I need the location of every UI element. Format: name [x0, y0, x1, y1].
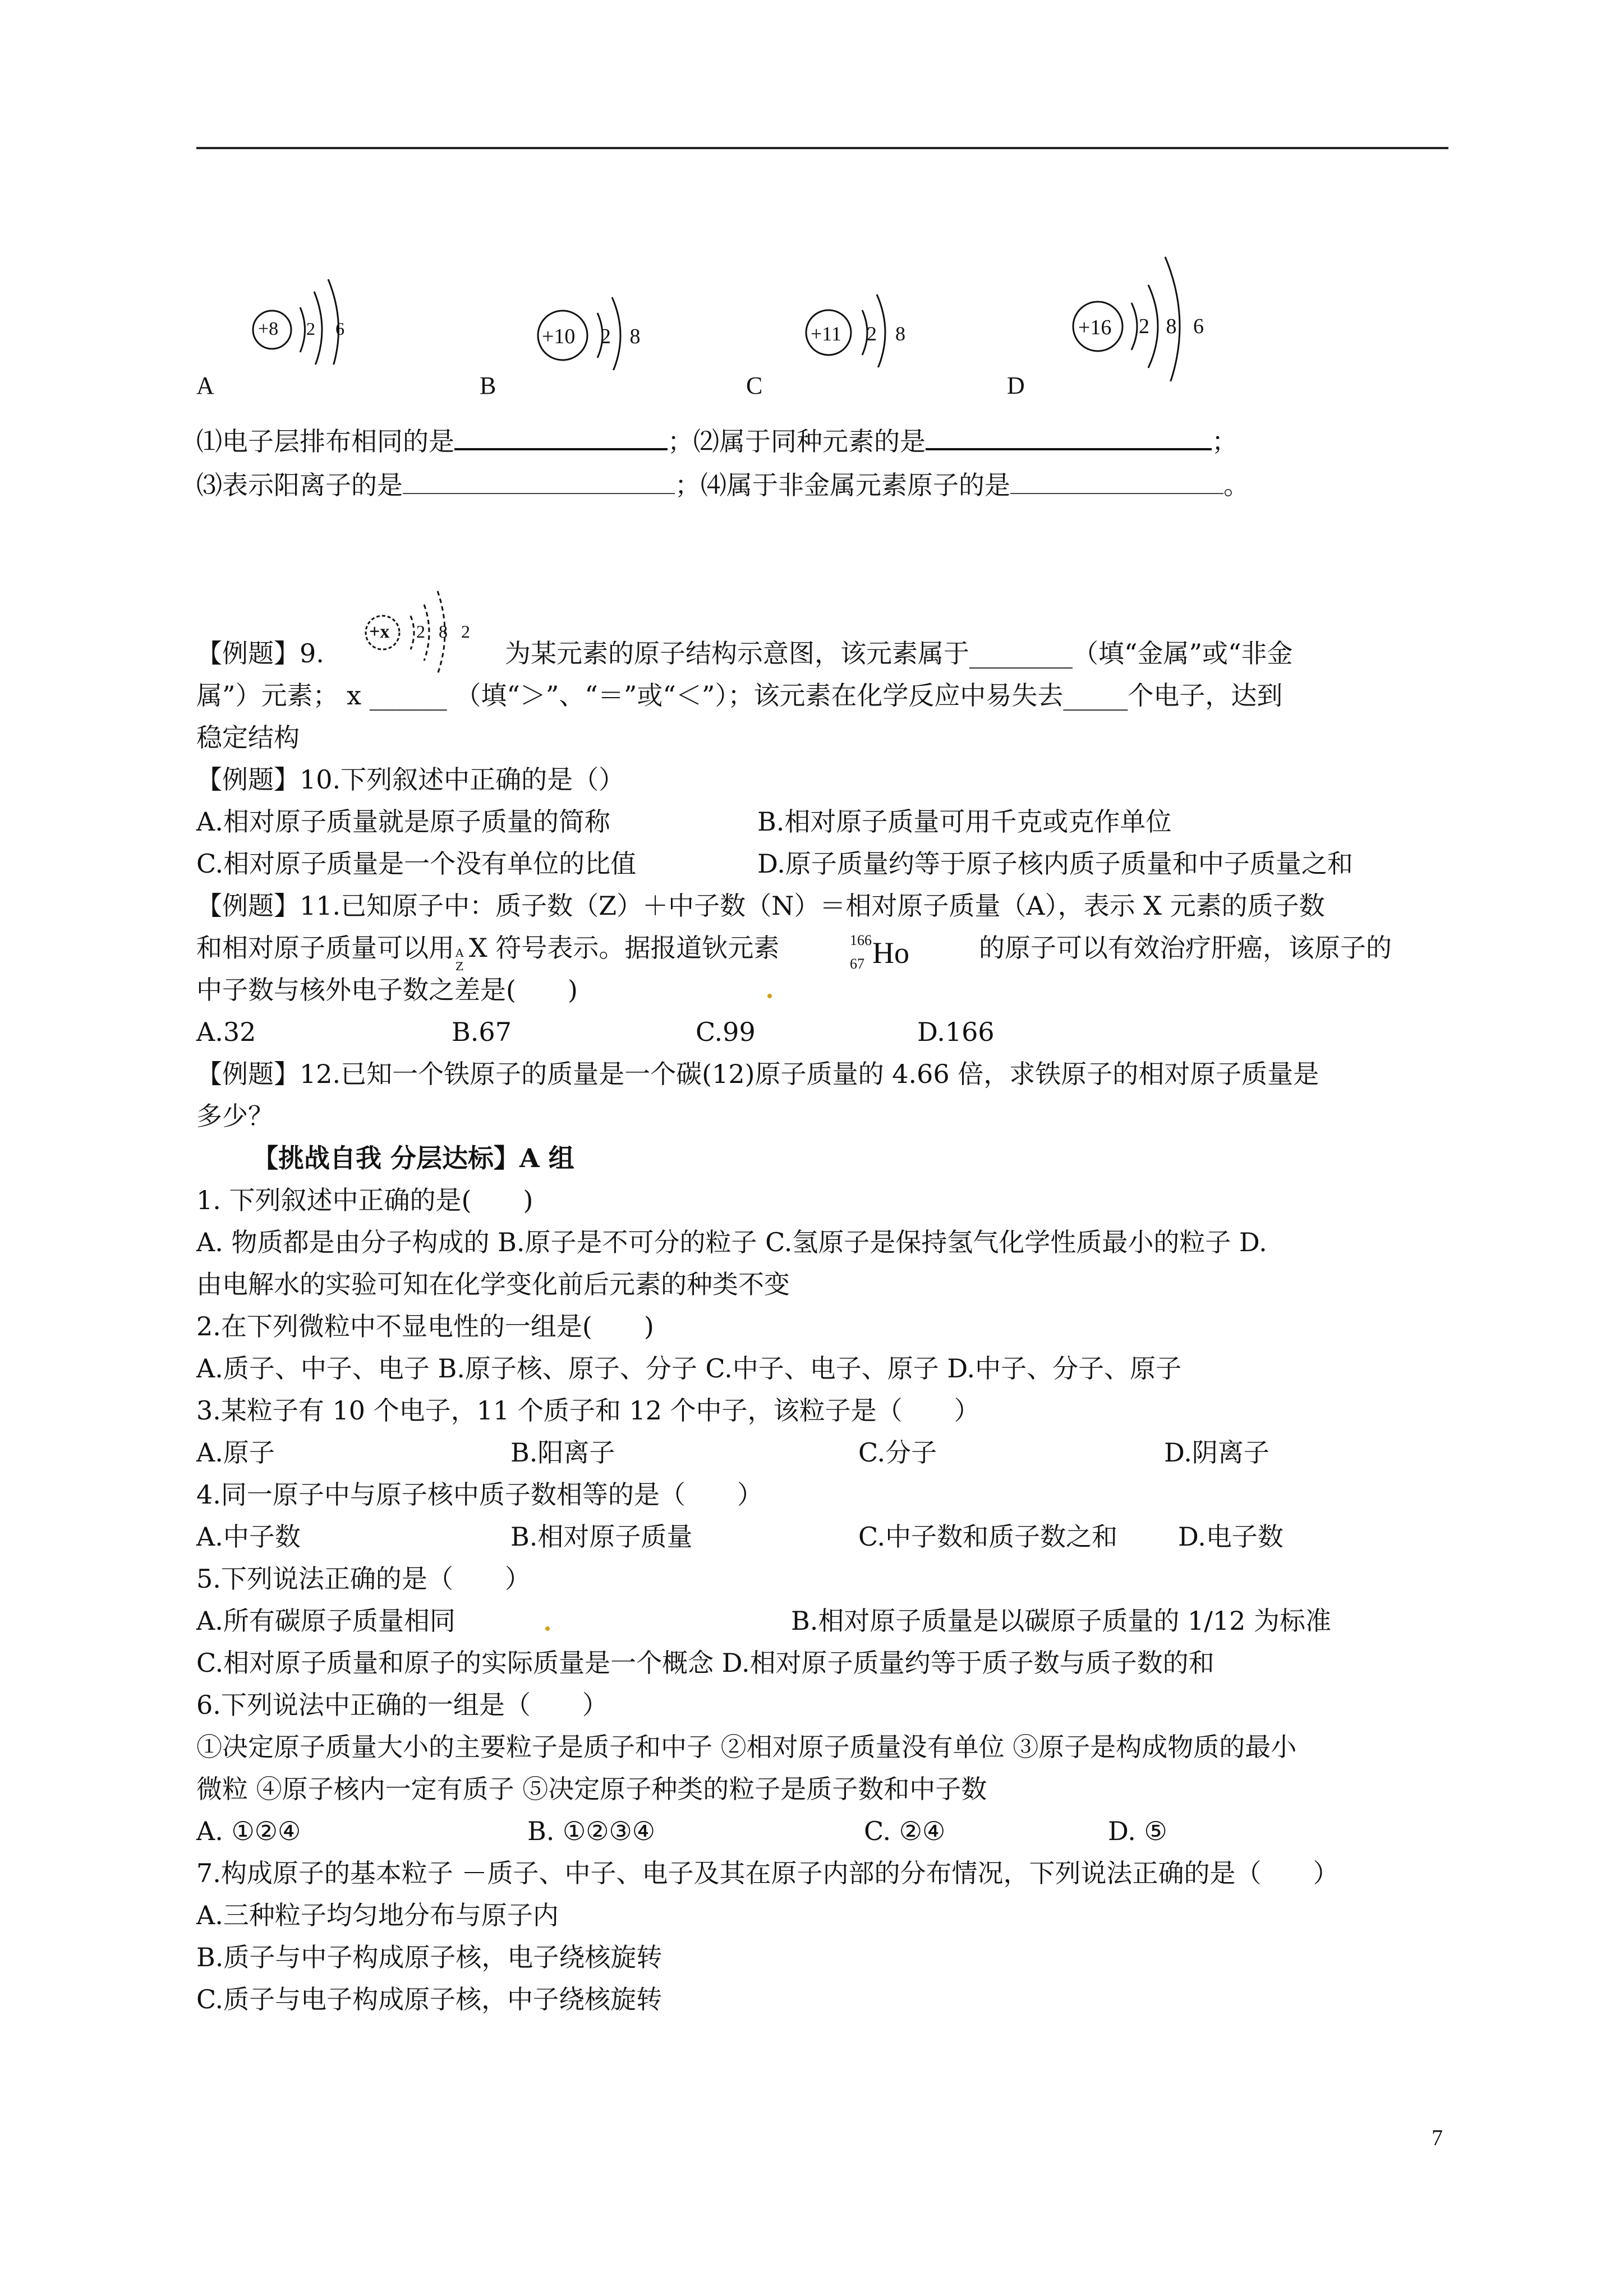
- fill-line-1: [196, 423, 1237, 458]
- q1-options-cont: 由电解水的实验可知在化学变化前后元素的种类不变: [196, 1269, 790, 1299]
- q6-option-c: C. ②④: [864, 1816, 946, 1846]
- q5-option-cd: C.相对原子质量和原子的实际质量是一个概念 D.相对原子质量约等于质子数与质子数的和: [196, 1648, 1214, 1678]
- ex10-option-c: C.相对原子质量是一个没有单位的比值: [196, 849, 637, 879]
- q4-stem: 4.同一原子中与原子核中质子数相等的是（ ）: [196, 1479, 763, 1510]
- atom-a-nucleus: +8: [258, 319, 279, 339]
- ex11-option-a: A.32: [196, 1017, 256, 1047]
- ex10-option-b: B.相对原子质量可用千克或克作单位: [757, 806, 1172, 837]
- atom-b-shells: 2 8: [600, 325, 647, 348]
- atom-d-shells: 2 8 6: [1139, 315, 1209, 338]
- q7-option-b: B.质子与中子构成原子核，电子绕核旋转: [196, 1942, 663, 1972]
- ex11-option-d: D.166: [917, 1017, 995, 1047]
- q3-option-a: A.原子: [196, 1437, 275, 1468]
- q7-option-c: C.质子与电子构成原子核，中子绕核旋转: [196, 1984, 663, 2014]
- ex9-shells: 2 8 2: [416, 621, 475, 642]
- q3-option-c: C.分子: [858, 1437, 937, 1468]
- q6-option-d: D. ⑤: [1108, 1816, 1167, 1846]
- q6-option-a: A. ①②④: [196, 1816, 301, 1846]
- ex11-line-2a: [196, 931, 780, 973]
- q5-option-b: B.相对原子质量是以碳原子质量的 1/12 为标准: [791, 1606, 1331, 1636]
- az-number: Z: [456, 960, 463, 973]
- q4-option-a: A.中子数: [196, 1522, 301, 1552]
- ex9-prefix: 【例题】9.: [196, 638, 324, 668]
- fill-blank-4[interactable]: [1010, 468, 1223, 494]
- ex11-line-2c: 的原子可以有效治疗肝癌，该原子的: [979, 933, 1392, 963]
- q1-options: A. 物质都是由分子构成的 B.原子是不可分的粒子 C.氢原子是保持氢气化学性质最小的粒子 D.: [196, 1227, 1267, 1257]
- ex11-text-2a: 和相对原子质量可以用: [196, 933, 454, 963]
- fill-q4-end: 。: [1223, 470, 1249, 500]
- ex9-nucleus: +x: [369, 621, 390, 642]
- fill-blank-1[interactable]: [454, 423, 668, 450]
- fill-blank-2[interactable]: [926, 423, 1212, 450]
- ho-number: 67: [850, 956, 864, 972]
- atom-diagram-a: [247, 264, 359, 365]
- az-mass: A: [456, 946, 464, 960]
- q4-option-c: C.中子数和质子数之和: [858, 1522, 1118, 1552]
- ex11-option-b: B.67: [452, 1017, 512, 1047]
- q4-option-b: B.相对原子质量: [510, 1522, 693, 1552]
- atom-b-label: B: [480, 372, 496, 399]
- q7-option-a: A.三种粒子均匀地分布与原子内: [196, 1900, 559, 1930]
- section-title: 【挑战自我 分层达标】A 组: [252, 1143, 574, 1173]
- atom-d-nucleus: +16: [1078, 316, 1112, 339]
- q5-option-a: A.所有碳原子质量相同: [196, 1606, 456, 1636]
- fill-blank-3[interactable]: [403, 468, 675, 494]
- fill-q1: ⑴电子层排布相同的是: [196, 426, 454, 457]
- atom-c-label: C: [746, 372, 763, 399]
- fill-q3: ⑶表示阳离子的是: [196, 470, 403, 500]
- q2-stem: 2.在下列微粒中不显电性的一组是( ): [196, 1311, 654, 1341]
- q3-option-d: D.阴离子: [1164, 1437, 1269, 1468]
- page-number: 7: [1432, 2125, 1443, 2150]
- atom-c-nucleus: +11: [811, 322, 841, 345]
- ex9-line-3: 稳定结构: [196, 722, 300, 753]
- fill-q2-end: ；: [1212, 426, 1237, 457]
- az-notation: [454, 937, 469, 973]
- ex11-line-3: 中子数与核外电子数之差是( ): [196, 975, 578, 1005]
- fill-q4: ；⑷属于非金属元素原子的是: [675, 470, 1010, 500]
- yellow-dot: [545, 1626, 550, 1631]
- ho-symbol: Ho: [872, 936, 909, 970]
- ex9-line-1: 为某元素的原子结构示意图，该元素属于________（填“金属”或“非金: [505, 638, 1293, 668]
- yellow-dot: [767, 994, 772, 998]
- q1-stem: 1. 下列叙述中正确的是( ): [196, 1185, 533, 1215]
- fill-line-2: [196, 468, 1249, 502]
- ex12-line-1: 【例题】12.已知一个铁原子的质量是一个碳(12)原子质量的 4.66 倍，求铁原子的相对原子质量是: [196, 1059, 1319, 1089]
- ex12-line-2: 多少？: [196, 1101, 274, 1131]
- atom-diagram-c: [799, 266, 912, 367]
- q3-option-b: B.阳离子: [510, 1437, 615, 1468]
- ex10-option-a: A.相对原子质量就是原子质量的简称: [196, 806, 610, 837]
- atom-a-label: A: [196, 372, 214, 399]
- header-rule: [196, 147, 1448, 149]
- ex11-line-1: 【例题】11.已知原子中：质子数（Z）＋中子数（N）＝相对原子质量（A），表示 X 元素的质子数: [196, 891, 1325, 921]
- q5-stem: 5.下列说法正确的是（ ）: [196, 1564, 531, 1594]
- fill-q2: ；⑵属于同种元素的是: [668, 426, 926, 457]
- ex11-text-2b: X 符号表示。据报道钬元素: [469, 933, 780, 963]
- atom-b-nucleus: +10: [542, 325, 576, 348]
- ho-mass: 166: [850, 932, 872, 948]
- q6-option-b: B. ①②③④: [527, 1816, 656, 1846]
- ex10-stem: 【例题】10.下列叙述中正确的是（）: [196, 764, 625, 795]
- q4-option-d: D.电子数: [1178, 1522, 1283, 1552]
- q7-stem: 7.构成原子的基本粒子 －质子、中子、电子及其在原子内部的分布情况，下列说法正确的是（ ）: [196, 1858, 1339, 1888]
- q6-statements-2: 微粒 ④原子核内一定有质子 ⑤决定原子种类的粒子是质子数和中子数: [196, 1774, 987, 1804]
- q6-stem: 6.下列说法中正确的一组是（ ）: [196, 1690, 608, 1720]
- q6-statements-1: ①决定原子质量大小的主要粒子是质子和中子 ②相对原子质量没有单位 ③原子是构成物质的最小: [196, 1732, 1297, 1762]
- atom-diagram-b: [530, 269, 648, 370]
- atom-c-shells: 2 8: [867, 322, 912, 345]
- ex10-option-d: D.原子质量约等于原子核内质子质量和中子质量之和: [757, 849, 1353, 879]
- ex9-line-2: 属”）元素； x ______ （填“＞”、“＝”或“＜”）；该元素在化学反应中易失去_____个电子，达到: [196, 680, 1283, 711]
- atom-d-label: D: [1007, 372, 1025, 399]
- atom-a-shells: 2 6: [306, 319, 352, 339]
- ex11-option-c: C.99: [696, 1017, 756, 1047]
- q2-options: A.质子、中子、电子 B.原子核、原子、分子 C.中子、电子、原子 D.中子、分子、原子: [196, 1353, 1182, 1384]
- q3-stem: 3.某粒子有 10 个电子，11 个质子和 12 个中子，该粒子是（ ）: [196, 1395, 980, 1426]
